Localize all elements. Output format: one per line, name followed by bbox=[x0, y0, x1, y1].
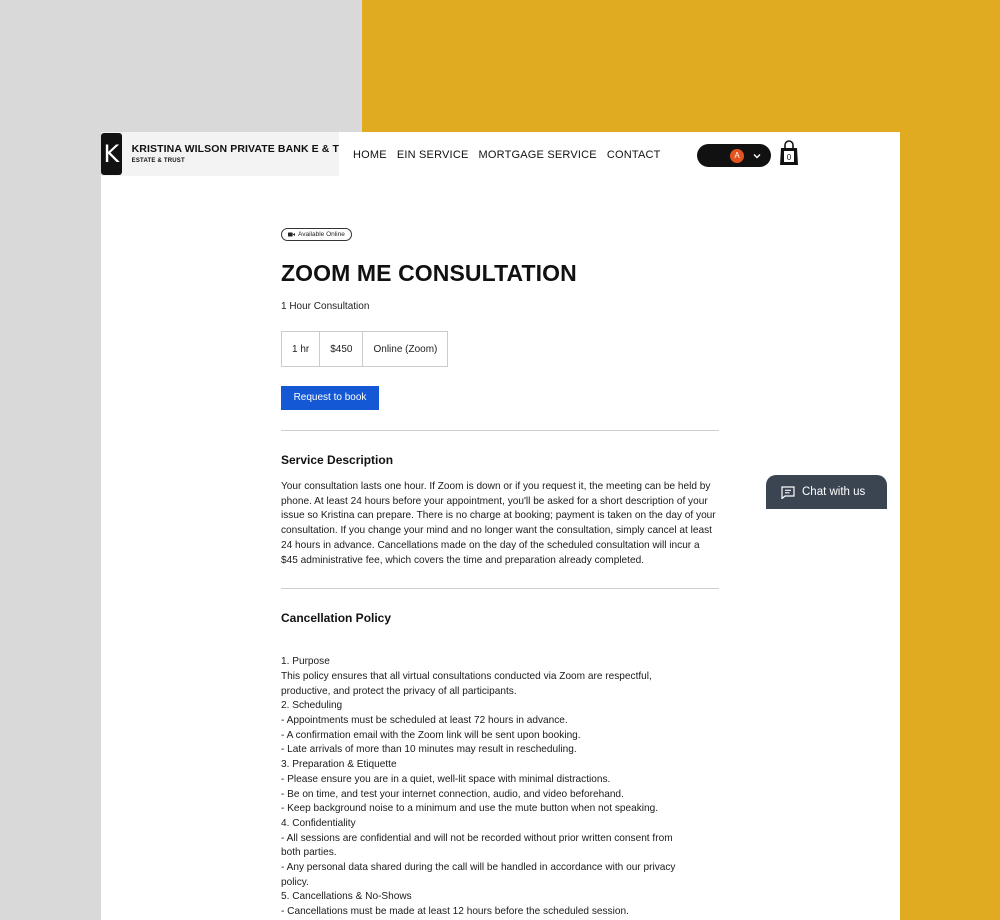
policy-line: policy. bbox=[281, 876, 309, 888]
policy-line: - Late arrivals of more than 10 minutes may result in rescheduling. bbox=[281, 744, 577, 756]
chevron-down-icon bbox=[752, 151, 762, 161]
policy-line: 2. Scheduling bbox=[281, 700, 343, 712]
policy-line: - Appointments must be scheduled at least 72 hours in advance. bbox=[281, 715, 568, 727]
policy-line: 4. Confidentiality bbox=[281, 817, 356, 829]
chat-icon bbox=[781, 486, 795, 499]
policy-line: - Any personal data shared during the call will be handled in accordance with our privacy bbox=[281, 862, 676, 874]
cart-count: 0 bbox=[786, 153, 792, 162]
cart-button[interactable] bbox=[779, 140, 799, 166]
brand-header[interactable] bbox=[101, 132, 339, 176]
service-subtitle: 1 Hour Consultation bbox=[281, 301, 370, 312]
logo-letter: K bbox=[103, 140, 120, 168]
brand-logo bbox=[101, 133, 122, 175]
page-title: ZOOM ME CONSULTATION bbox=[281, 260, 577, 286]
request-to-book-button[interactable]: Request to book bbox=[281, 386, 379, 410]
policy-line: - Keep background noise to a minimum and use the mute button when not speaking. bbox=[281, 803, 659, 815]
brand-name: KRISTINA WILSON PRIVATE BANK E & T bbox=[131, 143, 339, 156]
divider bbox=[281, 430, 719, 431]
description-text: Your consultation lasts one hour. If Zoom is down or if you request it, the meeting can be held by phone. At least 24 hours before your appointment, you'll be asked for a short description of your issue so Kristina can prepare. There is no charge at booking; payment is taken on the day of your consultation. If you change your mind and no longer want the consultation, simply cancel at least 24 hours in advance. Cancellations made on the day of the scheduled consultation will incur a $45 administrative fee, which covers the time and preparation already completed. bbox=[281, 481, 716, 566]
policy-line: - All sessions are confidential and will not be recorded without prior written consent from bbox=[281, 832, 673, 844]
policy-heading: Cancellation Policy bbox=[281, 611, 392, 626]
policy-line: - A confirmation email with the Zoom link will be sent upon booking. bbox=[281, 729, 581, 741]
brand-tagline: ESTATE & TRUST bbox=[131, 157, 185, 164]
fact-location: Online (Zoom) bbox=[373, 343, 438, 355]
policy-line: - Cancellations must be made at least 12 hours before the scheduled session. bbox=[281, 906, 629, 918]
policy-line: This policy ensures that all virtual consultations conducted via Zoom are respectful, bbox=[281, 670, 652, 682]
policy-line: 3. Preparation & Etiquette bbox=[281, 759, 397, 771]
policy-line: both parties. bbox=[281, 847, 337, 859]
nav-contact[interactable]: CONTACT bbox=[606, 149, 661, 161]
nav-home[interactable]: HOME bbox=[353, 149, 387, 161]
account-menu-button[interactable] bbox=[697, 144, 771, 167]
main-nav bbox=[353, 149, 661, 161]
chat-label: Chat with us bbox=[802, 486, 866, 498]
badge-label: Available Online bbox=[298, 231, 345, 238]
fact-price: $450 bbox=[320, 332, 363, 366]
policy-line: 1. Purpose bbox=[281, 656, 330, 668]
brand-text bbox=[132, 144, 339, 164]
chat-button[interactable] bbox=[766, 475, 887, 509]
availability-badge bbox=[281, 228, 352, 241]
policy-line: 5. Cancellations & No-Shows bbox=[281, 891, 412, 903]
website-page bbox=[101, 132, 900, 920]
video-camera-icon bbox=[288, 232, 295, 237]
nav-mortgage-service[interactable]: MORTGAGE SERVICE bbox=[478, 149, 597, 161]
divider bbox=[281, 588, 719, 589]
fact-duration: 1 hr bbox=[282, 332, 320, 366]
avatar: A bbox=[730, 149, 744, 163]
policy-text bbox=[281, 655, 719, 920]
nav-ein-service[interactable]: EIN SERVICE bbox=[396, 149, 469, 161]
policy-line: - Be on time, and test your internet connection, audio, and video beforehand. bbox=[281, 788, 624, 800]
policy-line: productive, and protect the privacy of all participants. bbox=[281, 685, 517, 697]
service-facts bbox=[281, 331, 448, 367]
description-heading: Service Description bbox=[281, 453, 394, 467]
service-content bbox=[281, 224, 719, 920]
policy-line: - Please ensure you are in a quiet, well-lit space with minimal distractions. bbox=[281, 773, 611, 785]
